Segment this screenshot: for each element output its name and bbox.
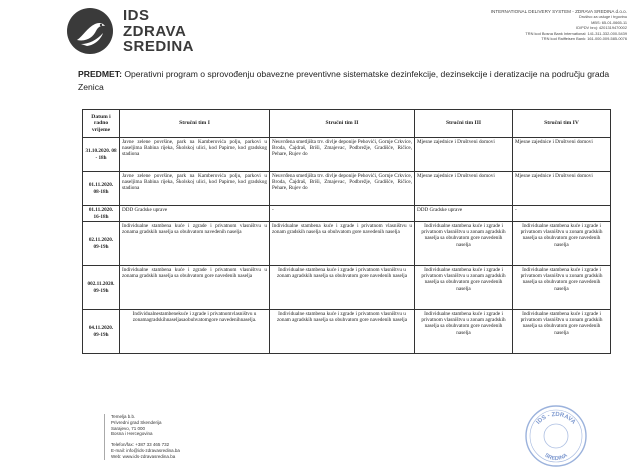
row-team-2: Individualne stambena kuće i zgrade i privatnom vlasništvu u zonam agradskih naselja sa obuhvatom gore navedenih naselja bbox=[270, 310, 415, 354]
row-team-2: - bbox=[270, 206, 415, 222]
logo-line-1: IDS bbox=[123, 7, 150, 24]
row-team-2: Individualne stambena kuće i zgrade i privatnom vlasništvu u zonam agradskih naselja sa obuhvatom gore navedenih naselja bbox=[270, 266, 415, 310]
row-team-2: Individualne stambena kuće i zgrade i privatnom vlasništvu u zonam gradskih naselja sa obuhvatom gore navedenih naselja bbox=[270, 222, 415, 266]
row-team-1: Individualne stambena kuće i zgrade i privatnom vlasništvu u zonama gradskih naselja sa obuhvatom navedenih naselja bbox=[120, 222, 270, 266]
row-team-1: Javne zelene površine, park na Kamberovića polju, parkovi u naseljima Babina rijeka, Školskoj ulici, kod Papirne, kod gradskog stadiona bbox=[120, 138, 270, 172]
row-team-4: Individualne stambena kuće i zgrade i privatnom vlasništvu u zonam gradskih naselja sa obuhvatom gore navedenih naselja bbox=[513, 266, 611, 310]
row-team-1: Individualnestambenekuće i zgrade i privatnomvlasništvu u zonamagradskihnaseljasaobuhvatomgore navedenihnaselja. bbox=[120, 310, 270, 354]
company-line: TRN kod Raiffeisen Bank: 161-000-009-585-0076 bbox=[541, 36, 627, 42]
schedule-table bbox=[82, 109, 611, 354]
subject-text: Operativni program o sprovođenju obavezne preventivne sistematske dezinfekcije, dezinsekcije i deratizacije na području grada Zenica bbox=[78, 69, 610, 92]
table-row bbox=[83, 172, 611, 206]
footer-phone: Telefon/fax: +387 33 465 732 bbox=[111, 442, 170, 448]
footer-line: Bosna i Hercegovina bbox=[111, 431, 153, 437]
row-date: 31.10.2020. 08 - 18h bbox=[83, 138, 120, 172]
company-name: INTERNATIONAL DELIVERY SYSTEM - ZDRAVA SREDINA d.o.o. bbox=[490, 9, 627, 14]
row-date: 04.11.2020. 09-19h bbox=[83, 310, 120, 354]
header-team-4: Stručni tim IV bbox=[513, 110, 611, 138]
row-team-3: DDD Gradske uprave bbox=[415, 206, 513, 222]
row-date: 002.11.2020. 09-19h bbox=[83, 266, 120, 310]
row-team-4: - bbox=[513, 206, 611, 222]
subject-prefix: PREDMET: bbox=[78, 69, 122, 79]
header-date: Datum i radno vrijeme bbox=[83, 110, 120, 138]
table-row bbox=[83, 222, 611, 266]
footer-email[interactable]: E-mail: info@ids-zdravasredina.ba bbox=[111, 447, 180, 453]
subject-heading bbox=[78, 68, 618, 93]
row-team-3: Individualne stambena kuće i zgrade i privatnom vlasništvu u zonam agradskih naselja sa obuhvatom gore navedenih naselja bbox=[415, 310, 513, 354]
row-date: 01.11.2020. 16-18h bbox=[83, 206, 120, 222]
row-team-1: Javne zelene površine, park na Kamberovića polju, parkovi u naseljima Babina rijeka, Školskoj ulici, kod Papirne, kod gradskog stadiona bbox=[120, 172, 270, 206]
row-team-3: Individualne stambena kuće i zgrade i privatnom vlasništvu u zonam agradskih naselja sa obuhvatom gore navedenih naselja bbox=[415, 222, 513, 266]
row-team-4: Mjesne zajednice i Društveni domovi bbox=[513, 172, 611, 206]
row-team-4: Mjesne zajednice i Društveni domovi bbox=[513, 138, 611, 172]
row-date: 02.11.2020. 09-19h bbox=[83, 222, 120, 266]
company-line: TRN kod Bosna Bank International: 141-311-332-000-5439 bbox=[525, 30, 627, 36]
footer-web[interactable]: Web: www.ids-zdravasredina.ba bbox=[111, 453, 176, 459]
table-row bbox=[83, 206, 611, 222]
company-stamp bbox=[522, 402, 590, 470]
table-row bbox=[83, 266, 611, 310]
logo-wordmark bbox=[123, 8, 194, 55]
row-team-1: DDD Gradske uprave bbox=[120, 206, 270, 222]
header-team-2: Stručni tim II bbox=[270, 110, 415, 138]
company-line: MBS: 65-01-0665-11 bbox=[591, 19, 627, 25]
table-row bbox=[83, 310, 611, 354]
header-team-3: Stručni tim III bbox=[415, 110, 513, 138]
company-logo bbox=[65, 6, 225, 58]
header-team-1: Stručni tim I bbox=[120, 110, 270, 138]
row-team-4: Individualne stambena kuće i zgrade i privatnom vlasništvu u zonam gradskih naselja sa obuhvatom gore navedenih naselja bbox=[513, 310, 611, 354]
stamp-text-top: IDS - ZDRAVA bbox=[535, 411, 577, 426]
footer-line: Temelja b.b. bbox=[111, 414, 136, 419]
stamp-text-bottom: SREDINA bbox=[543, 452, 569, 463]
row-team-3: Individualne stambena kuće i zgrade i privatnom vlasništvu u zonam agradskih naselja sa obuhvatom gore navedenih naselja bbox=[415, 266, 513, 310]
footer-line: Sarajevo, 71 000 bbox=[111, 425, 146, 431]
row-team-3: Mjesne zajednice i Društveni domovi bbox=[415, 172, 513, 206]
logo-line-2: ZDRAVA bbox=[123, 22, 187, 40]
row-team-2: Neuvrđena smetljišta trv. divlje deponije Pehovići, Gornje Crkvice, Broda, Čajdraš, Briši, Zmajevac, Podbrežje, Gradišće, Ričice, Pehare, Rujev do bbox=[270, 172, 415, 206]
company-info bbox=[387, 9, 627, 41]
row-team-3: Mjesne zajednice i Društveni domovi bbox=[415, 138, 513, 172]
row-team-4: Individualne stambena kuće i zgrade i privatnom vlasništvu u zonam gradskih naselja sa obuhvatom gore navedenih naselja bbox=[513, 222, 611, 266]
logo-line-3: SREDINA bbox=[123, 38, 195, 55]
row-team-1: Individualne stambena kuće i zgrade i privatnom vlasništvu u zonama gradskih naselja sa obuhvatom gore navedenih naselja bbox=[120, 266, 270, 310]
table-header-row bbox=[83, 110, 611, 138]
row-team-2: Neuvrđena smetljišta trv. divlje deponije Pehovići, Gornje Crkvice, Broda, Čajdraš, Briši, Zmajevac, Podbrežje, Gradišće, Ričice, Pehare, Rujev do bbox=[270, 138, 415, 172]
swan-logo-icon bbox=[65, 6, 117, 56]
company-line: Društvo za usluge i trgovinu bbox=[578, 14, 627, 20]
footer-address bbox=[104, 414, 180, 460]
company-line: ID/PDV broj: 4201319470002 bbox=[576, 25, 627, 31]
footer-line: Privredni grad Skenderija bbox=[111, 419, 162, 425]
row-date: 01.11.2020. 08-18h bbox=[83, 172, 120, 206]
table-row bbox=[83, 138, 611, 172]
